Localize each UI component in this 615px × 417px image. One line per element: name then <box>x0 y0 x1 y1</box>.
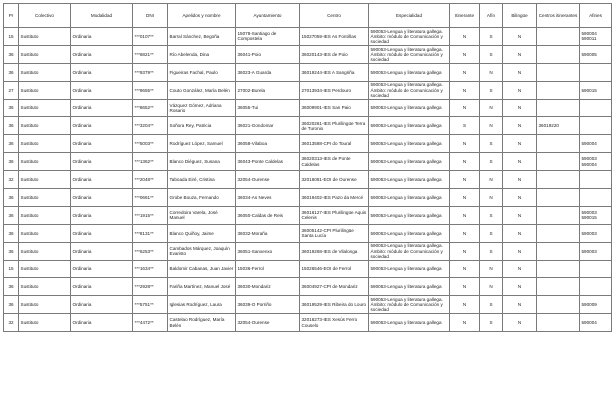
cell-dni: ***1362** <box>133 153 168 171</box>
cell-centro: 15027059-IES As Fontiñas <box>300 28 369 46</box>
cell-pr: 36 <box>4 99 19 117</box>
col-header-bilingue: Bilingüe <box>503 4 537 28</box>
table-row <box>4 135 612 153</box>
cell-nombre: Cambados Márquez, Joaquín Evaristo <box>168 242 236 260</box>
cell-centros-itinerantes <box>537 153 580 171</box>
cell-itinerante: N <box>450 260 480 278</box>
cell-centros-itinerantes <box>537 63 580 81</box>
cell-centro: 36016127-IES Plurilingüe Aquis Celenis <box>300 206 369 224</box>
cell-modalidad: Ordinaria <box>71 171 133 189</box>
afin-code: 590011 <box>581 36 597 42</box>
cell-itinerante: N <box>450 278 480 296</box>
cell-bilingue: N <box>503 206 537 224</box>
cell-especialidad: 590053-Lengua y literatura gallega. Ámbito: módulo de Comunicación y sociedad <box>369 45 450 63</box>
cell-colectivo: Sustituto <box>19 278 71 296</box>
col-header-nombre: Apelidos y nombre <box>168 4 236 28</box>
cell-nombre: Figueiras Fachal, Paulo <box>168 63 236 81</box>
cell-pr: 32 <box>4 314 19 332</box>
cell-afines <box>580 81 612 99</box>
cell-ayuntamiento: 36039-O Porriño <box>236 296 300 314</box>
cell-colectivo: Sustituto <box>19 171 71 189</box>
cell-afines <box>580 278 612 296</box>
cell-centros-itinerantes <box>537 224 580 242</box>
afin-code: 590004 <box>581 31 597 37</box>
cell-especialidad: 590053-Lengua y literatura gallega <box>369 189 450 207</box>
table-row <box>4 314 612 332</box>
col-header-afin: Afín <box>480 4 503 28</box>
cell-bilingue: N <box>503 242 537 260</box>
afin-code: 590005 <box>581 51 597 57</box>
cell-pr: 27 <box>4 81 19 99</box>
afin-code: 590015 <box>581 215 597 221</box>
cell-ayuntamiento: 36034-As Neves <box>236 189 300 207</box>
cell-dni: ***1915** <box>133 206 168 224</box>
cell-itinerante: N <box>450 63 480 81</box>
col-header-ayuntamiento: Ayuntamiento <box>236 4 300 28</box>
cell-especialidad: 590053-Lengua y literatura gallega <box>369 135 450 153</box>
cell-pr: 15 <box>4 28 19 46</box>
cell-ayuntamiento: 36021-Gondomar <box>236 117 300 135</box>
cell-afines <box>580 63 612 81</box>
cell-ayuntamiento: 36050-Caldas de Reis <box>236 206 300 224</box>
cell-centros-itinerantes <box>537 314 580 332</box>
cell-modalidad: Ordinaria <box>71 242 133 260</box>
cell-pr: 36 <box>4 278 19 296</box>
cell-centro: 32016273-IES Xesús Ferro Couselo <box>300 314 369 332</box>
col-header-itinerante: Itinerante <box>450 4 480 28</box>
cell-colectivo: Sustituto <box>19 260 71 278</box>
cell-afines <box>580 171 612 189</box>
cell-ayuntamiento: 27002-Burela <box>236 81 300 99</box>
afin-code: 590003 <box>581 210 597 216</box>
col-header-dni: DNI <box>133 4 168 28</box>
cell-centros-itinerantes <box>537 242 580 260</box>
cell-centro: 36004927-CPI de Mondariz <box>300 278 369 296</box>
cell-itinerante: N <box>450 45 480 63</box>
cell-modalidad: Ordinaria <box>71 224 133 242</box>
cell-dni: ***8652** <box>133 99 168 117</box>
cell-dni: ***2048** <box>133 171 168 189</box>
cell-dni: ***3204** <box>133 117 168 135</box>
cell-modalidad: Ordinaria <box>71 99 133 117</box>
cell-afin: S <box>480 135 503 153</box>
afin-code: 590015 <box>581 87 597 93</box>
cell-colectivo: Sustituto <box>19 45 71 63</box>
cell-itinerante: N <box>450 28 480 46</box>
cell-bilingue: N <box>503 296 537 314</box>
table-body <box>4 28 612 332</box>
cell-bilingue: N <box>503 278 537 296</box>
cell-itinerante: N <box>450 296 480 314</box>
cell-pr: 36 <box>4 296 19 314</box>
cell-centros-itinerantes <box>537 260 580 278</box>
cell-centro: 36019529-IES Ribeira do Louro <box>300 296 369 314</box>
cell-ayuntamiento: 36030-Mondariz <box>236 278 300 296</box>
cell-centro: 32016081-EOI de Ourense <box>300 171 369 189</box>
cell-modalidad: Ordinaria <box>71 63 133 81</box>
cell-centros-itinerantes <box>537 135 580 153</box>
cell-ayuntamiento: 36058-Vilaboa <box>236 135 300 153</box>
cell-itinerante: N <box>450 135 480 153</box>
cell-nombre: Fariña Martínez, Manuel José <box>168 278 236 296</box>
cell-afin: S <box>480 28 503 46</box>
cell-centros-itinerantes: 36019220 <box>537 117 580 135</box>
cell-modalidad: Ordinaria <box>71 45 133 63</box>
cell-afin: S <box>480 81 503 99</box>
assignments-sheet <box>3 3 611 332</box>
cell-bilingue: N <box>503 81 537 99</box>
cell-especialidad: 590053-Lengua y literatura gallega <box>369 278 450 296</box>
cell-modalidad: Ordinaria <box>71 296 133 314</box>
cell-modalidad: Ordinaria <box>71 314 133 332</box>
cell-especialidad: 590053-Lengua y literatura gallega <box>369 153 450 171</box>
cell-modalidad: Ordinaria <box>71 153 133 171</box>
cell-afin: S <box>480 206 503 224</box>
cell-nombre: Grobe Bouza, Fernando <box>168 189 236 207</box>
cell-afin: S <box>480 224 503 242</box>
cell-bilingue: N <box>503 189 537 207</box>
table-row <box>4 28 612 46</box>
cell-dni: ***9655** <box>133 81 168 99</box>
cell-modalidad: Ordinaria <box>71 260 133 278</box>
cell-dni: ***1634** <box>133 260 168 278</box>
cell-bilingue: N <box>503 314 537 332</box>
cell-colectivo: Sustituto <box>19 189 71 207</box>
cell-bilingue: N <box>503 260 537 278</box>
cell-centro: 36009901-IES San Paio <box>300 99 369 117</box>
cell-nombre: Iglesias Rodríguez, Laura <box>168 296 236 314</box>
afin-code: 590003 <box>581 248 597 254</box>
cell-colectivo: Sustituto <box>19 81 71 99</box>
cell-ayuntamiento: 36043-Ponte Caldelas <box>236 153 300 171</box>
header-row <box>4 4 612 28</box>
cell-colectivo: Sustituto <box>19 296 71 314</box>
cell-colectivo: Sustituto <box>19 28 71 46</box>
cell-afin: N <box>480 189 503 207</box>
cell-nombre: Rodríguez López, Samuel <box>168 135 236 153</box>
col-header-especialidad: Especialidad <box>369 4 450 28</box>
table-row <box>4 153 612 171</box>
cell-nombre: Castelao Rodríguez, María Belén <box>168 314 236 332</box>
cell-dni: ***5003** <box>133 135 168 153</box>
cell-afines <box>580 224 612 242</box>
cell-itinerante: N <box>450 206 480 224</box>
cell-afines <box>580 99 612 117</box>
cell-modalidad: Ordinaria <box>71 278 133 296</box>
cell-afin: N <box>480 117 503 135</box>
table-row <box>4 296 612 314</box>
cell-bilingue: N <box>503 135 537 153</box>
cell-nombre: Couto González, María Belén <box>168 81 236 99</box>
afin-code: 590009 <box>581 302 597 308</box>
cell-afin: N <box>480 99 503 117</box>
cell-nombre: Blanco Diéguez, Susana <box>168 153 236 171</box>
table-row <box>4 224 612 242</box>
cell-bilingue: N <box>503 28 537 46</box>
cell-bilingue: N <box>503 171 537 189</box>
cell-afin: N <box>480 171 503 189</box>
cell-modalidad: Ordinaria <box>71 135 133 153</box>
cell-bilingue: N <box>503 153 537 171</box>
cell-especialidad: 590053-Lengua y literatura gallega <box>369 314 450 332</box>
cell-dni: ***9379** <box>133 63 168 81</box>
cell-colectivo: Sustituto <box>19 99 71 117</box>
afin-code: 590004 <box>581 320 597 326</box>
cell-nombre: Vázquez Gómez, Adriana Rosario <box>168 99 236 117</box>
cell-nombre: Soñora Rey, Patricia <box>168 117 236 135</box>
col-header-pr: Pr <box>4 4 19 28</box>
table-row <box>4 63 612 81</box>
cell-especialidad: 590053-Lengua y literatura gallega <box>369 260 450 278</box>
cell-centros-itinerantes <box>537 45 580 63</box>
cell-afin: S <box>480 314 503 332</box>
cell-modalidad: Ordinaria <box>71 117 133 135</box>
col-header-centro: Centro <box>300 4 369 28</box>
cell-ayuntamiento: 36051-Sanxenxo <box>236 242 300 260</box>
cell-dni: ***5751** <box>133 296 168 314</box>
cell-afines <box>580 206 612 224</box>
cell-itinerante: N <box>450 314 480 332</box>
table-row <box>4 117 612 135</box>
cell-pr: 36 <box>4 117 19 135</box>
cell-afin: N <box>480 278 503 296</box>
cell-dni: ***0661** <box>133 189 168 207</box>
cell-bilingue: N <box>503 45 537 63</box>
cell-centros-itinerantes <box>537 28 580 46</box>
cell-afin: N <box>480 63 503 81</box>
cell-pr: 36 <box>4 206 19 224</box>
cell-afin: S <box>480 242 503 260</box>
col-header-colectivo: Colectivo <box>19 4 71 28</box>
cell-centros-itinerantes <box>537 296 580 314</box>
cell-centros-itinerantes <box>537 81 580 99</box>
cell-especialidad: 590053-Lengua y literatura gallega <box>369 117 450 135</box>
cell-afines <box>580 314 612 332</box>
cell-nombre: Río Abelenda, Dina <box>168 45 236 63</box>
table-row <box>4 99 612 117</box>
cell-especialidad: 590053-Lengua y literatura gallega <box>369 206 450 224</box>
cell-ayuntamiento: 15078-Santiago de Compostela <box>236 28 300 46</box>
afin-code: 590003 <box>581 230 597 236</box>
cell-modalidad: Ordinaria <box>71 189 133 207</box>
cell-colectivo: Sustituto <box>19 314 71 332</box>
cell-dni: ***4472** <box>133 314 168 332</box>
cell-centros-itinerantes <box>537 189 580 207</box>
cell-especialidad: 590053-Lengua y literatura gallega. Ámbito: módulo de Comunicación y sociedad <box>369 296 450 314</box>
cell-especialidad: 590053-Lengua y literatura gallega. Ámbito: módulo de Comunicación y sociedad <box>369 81 450 99</box>
cell-pr: 36 <box>4 63 19 81</box>
cell-itinerante: N <box>450 99 480 117</box>
cell-centro: 36019402-IES Pazo da Mercé <box>300 189 369 207</box>
cell-centro: 36005142-CPI Plurilingüe Santa Lucía <box>300 224 369 242</box>
cell-nombre: Blanco Quiñoy, Jaime <box>168 224 236 242</box>
cell-modalidad: Ordinaria <box>71 81 133 99</box>
cell-centros-itinerantes <box>537 206 580 224</box>
cell-colectivo: Sustituto <box>19 117 71 135</box>
cell-dni: ***8131** <box>133 224 168 242</box>
cell-dni: ***0107** <box>133 28 168 46</box>
cell-itinerante: N <box>450 189 480 207</box>
cell-dni: ***6821** <box>133 45 168 63</box>
cell-ayuntamiento: 32054-Ourense <box>236 314 300 332</box>
cell-bilingue: N <box>503 63 537 81</box>
cell-afin: S <box>480 296 503 314</box>
cell-nombre: Barral Sánchez, Begoña <box>168 28 236 46</box>
cell-pr: 36 <box>4 242 19 260</box>
cell-especialidad: 590053-Lengua y literatura gallega <box>369 224 450 242</box>
cell-centros-itinerantes <box>537 278 580 296</box>
afin-code: 590004 <box>581 141 597 147</box>
cell-afin: N <box>480 260 503 278</box>
cell-centro: 36020143-IES de Poio <box>300 45 369 63</box>
cell-colectivo: Sustituto <box>19 153 71 171</box>
table-row <box>4 242 612 260</box>
cell-afines <box>580 189 612 207</box>
cell-centros-itinerantes <box>537 99 580 117</box>
cell-modalidad: Ordinaria <box>71 206 133 224</box>
table-row <box>4 206 612 224</box>
cell-ayuntamiento: 32054-Ourense <box>236 171 300 189</box>
cell-colectivo: Sustituto <box>19 206 71 224</box>
cell-colectivo: Sustituto <box>19 242 71 260</box>
cell-nombre: Baldomir Cabanas, Juan Javier <box>168 260 236 278</box>
cell-bilingue: N <box>503 224 537 242</box>
cell-centro: 36020313-IES de Ponte Caldelas <box>300 153 369 171</box>
cell-centro: 36013588-CPI do Toural <box>300 135 369 153</box>
cell-afines <box>580 153 612 171</box>
table-row <box>4 278 612 296</box>
cell-afines <box>580 28 612 46</box>
cell-centros-itinerantes <box>537 171 580 189</box>
afin-code: 590004 <box>581 161 597 167</box>
cell-ayuntamiento: 36023-A Guarda <box>236 63 300 81</box>
cell-especialidad: 590053-Lengua y literatura gallega <box>369 99 450 117</box>
cell-itinerante: N <box>450 153 480 171</box>
cell-ayuntamiento: 36032-Moraña <box>236 224 300 242</box>
cell-centro: 15026546-EOI de Ferrol <box>300 260 369 278</box>
cell-centro: 36019244-IES A Sangriña <box>300 63 369 81</box>
cell-bilingue: N <box>503 117 537 135</box>
cell-itinerante: N <box>450 81 480 99</box>
cell-ayuntamiento: 36055-Tui <box>236 99 300 117</box>
cell-bilingue: N <box>503 99 537 117</box>
cell-centro: 27013934-IES Perdouro <box>300 81 369 99</box>
table-row <box>4 260 612 278</box>
table-row <box>4 45 612 63</box>
cell-afin: S <box>480 45 503 63</box>
cell-afines <box>580 117 612 135</box>
cell-pr: 36 <box>4 45 19 63</box>
cell-ayuntamiento: 15036-Ferrol <box>236 260 300 278</box>
cell-especialidad: 590053-Lengua y literatura gallega <box>369 63 450 81</box>
cell-nombre: Taboada Eiré, Cristina <box>168 171 236 189</box>
cell-pr: 36 <box>4 135 19 153</box>
cell-itinerante: N <box>450 224 480 242</box>
cell-modalidad: Ordinaria <box>71 28 133 46</box>
assignments-table <box>3 3 612 332</box>
cell-especialidad: 590053-Lengua y literatura gallega. Ámbito: módulo de Comunicación y sociedad <box>369 28 450 46</box>
table-row <box>4 189 612 207</box>
cell-itinerante: N <box>450 171 480 189</box>
cell-nombre: Corredoira Varela, José Manuel <box>168 206 236 224</box>
cell-afines <box>580 296 612 314</box>
cell-afines <box>580 135 612 153</box>
cell-itinerante: S <box>450 117 480 135</box>
cell-afines <box>580 45 612 63</box>
cell-ayuntamiento: 36041-Poio <box>236 45 300 63</box>
cell-dni: ***6253** <box>133 242 168 260</box>
col-header-afines: Afines <box>580 4 612 28</box>
col-header-modalidad: Modalidad <box>71 4 133 28</box>
cell-especialidad: 590053-Lengua y literatura gallega <box>369 171 450 189</box>
cell-itinerante: N <box>450 242 480 260</box>
cell-pr: 15 <box>4 260 19 278</box>
cell-especialidad: 590053-Lengua y literatura gallega. Ámbito: módulo de Comunicación y sociedad <box>369 242 450 260</box>
table-row <box>4 171 612 189</box>
cell-afines <box>580 260 612 278</box>
cell-pr: 36 <box>4 224 19 242</box>
cell-colectivo: Sustituto <box>19 135 71 153</box>
cell-afines <box>580 242 612 260</box>
cell-dni: ***2928** <box>133 278 168 296</box>
afin-code: 590003 <box>581 156 597 162</box>
cell-afin: S <box>480 153 503 171</box>
cell-colectivo: Sustituto <box>19 224 71 242</box>
table-row <box>4 81 612 99</box>
cell-centro: 36020261-IES Plurilingüe Terra de Turonio <box>300 117 369 135</box>
col-header-centros-itinerantes: Centros itinerantes <box>537 4 580 28</box>
cell-colectivo: Sustituto <box>19 63 71 81</box>
cell-pr: 32 <box>4 171 19 189</box>
cell-pr: 36 <box>4 189 19 207</box>
cell-pr: 36 <box>4 153 19 171</box>
cell-centro: 36019268-IES de Vilalonga <box>300 242 369 260</box>
